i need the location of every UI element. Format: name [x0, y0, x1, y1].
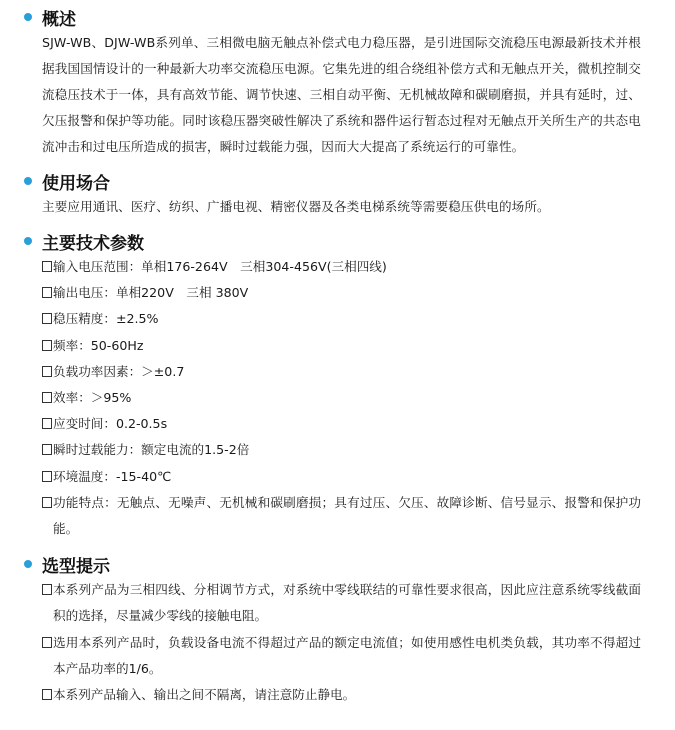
- checkbox-square-icon: [42, 418, 52, 429]
- spec-item-text: 瞬时过载能力：额定电流的1.5-2倍: [53, 442, 250, 458]
- specs-heading: [24, 228, 641, 254]
- checkbox-square-icon: [42, 313, 52, 324]
- overview-text: SJW-WB、DJW-WB系列单、三相微电脑无触点补偿式电力稳压器，是引进国际交流稳压电源最新技术并根据我国国情设计的一种最新大功率交流稳压电源。它集先进的组合绕组补偿方式和无触点开关，微机控制交流稳压技术于一体，具有高效节能、调节快速、三相自动平衡、无机械故障和碳刷磨损，并具有延时，过、欠压报警和保护等功能。同时该稳压器突破性解决了系统和器件运行暂态过程对无触点开关所生产的共态电流冲击和过电压所造成的损害，瞬时过载能力强，因而大大提高了系统运行的可靠性。: [42, 35, 641, 154]
- selection-item: [42, 682, 641, 708]
- checkbox-square-icon: [42, 637, 52, 648]
- spec-item-text: 稳压精度：±2.5%: [53, 311, 159, 327]
- spec-item-text: 频率：50-60Hz: [53, 337, 144, 353]
- checkbox-square-icon: [42, 497, 52, 508]
- specs-title: 主要技术参数: [42, 233, 144, 254]
- specs-list: [42, 254, 641, 542]
- usage-text: 主要应用通讯、医疗、纺织、广播电视、精密仪器及各类电梯系统等需要稳压供电的场所。: [42, 199, 550, 214]
- spec-item: [42, 411, 641, 437]
- spec-item-text: 效率：＞95%: [53, 390, 132, 406]
- spec-item: [42, 437, 641, 463]
- spec-item-text: 输出电压：单相220V 三相 380V: [53, 285, 249, 301]
- checkbox-square-icon: [42, 287, 52, 298]
- spec-item: [42, 280, 641, 306]
- spec-item: [42, 359, 641, 385]
- spec-item: [42, 464, 641, 490]
- overview-title: 概述: [42, 9, 76, 30]
- spec-item-text: 功能特点：无触点、无噪声、无机械和碳刷磨损；具有过压、欠压、故障诊断、信号显示、报警和保护功能。: [53, 494, 641, 537]
- usage-heading: [24, 168, 641, 194]
- selection-list: [42, 577, 641, 708]
- spec-item-text: 环境温度：-15-40℃: [53, 468, 172, 484]
- selection-heading: [24, 551, 641, 577]
- bullet-dot-icon: [24, 13, 32, 21]
- bullet-dot-icon: [24, 560, 32, 568]
- selection-section: [42, 551, 641, 708]
- bullet-dot-icon: [24, 177, 32, 185]
- usage-section: [42, 168, 641, 220]
- usage-title: 使用场合: [42, 173, 110, 194]
- spec-item-text: 输入电压范围：单相176-264V 三相304-456V(三相四线): [53, 259, 387, 274]
- spec-item: [42, 306, 641, 332]
- checkbox-square-icon: [42, 444, 52, 455]
- checkbox-square-icon: [42, 261, 52, 272]
- specs-section: [42, 228, 641, 542]
- selection-item-text: 本系列产品输入、输出之间不隔离，请注意防止静电。: [53, 687, 356, 703]
- spec-item: [42, 254, 641, 280]
- checkbox-square-icon: [42, 471, 52, 482]
- checkbox-square-icon: [42, 366, 52, 377]
- selection-item: [42, 630, 641, 682]
- bullet-dot-icon: [24, 237, 32, 245]
- spec-item: [42, 385, 641, 411]
- selection-item-text: 本系列产品为三相四线、分相调节方式，对系统中零线联结的可靠性要求很高，因此应注意系统零线截面积的选择，尽量减少零线的接触电阻。: [53, 582, 641, 624]
- selection-title: 选型提示: [42, 556, 110, 577]
- overview-section: [42, 0, 641, 160]
- spec-item: [42, 333, 641, 359]
- spec-item: [42, 490, 641, 542]
- selection-item: [42, 577, 641, 629]
- checkbox-square-icon: [42, 584, 52, 595]
- overview-heading: [24, 4, 641, 30]
- checkbox-square-icon: [42, 392, 52, 403]
- selection-item-text: 选用本系列产品时，负载设备电流不得超过产品的额定电流值；如使用感性电机类负载，其功率不得超过本产品功率的1/6。: [53, 634, 641, 676]
- checkbox-square-icon: [42, 340, 52, 351]
- spec-item-text: 应变时间：0.2-0.5s: [53, 416, 168, 432]
- checkbox-square-icon: [42, 689, 52, 700]
- spec-item-text: 负载功率因素：＞±0.7: [53, 363, 185, 379]
